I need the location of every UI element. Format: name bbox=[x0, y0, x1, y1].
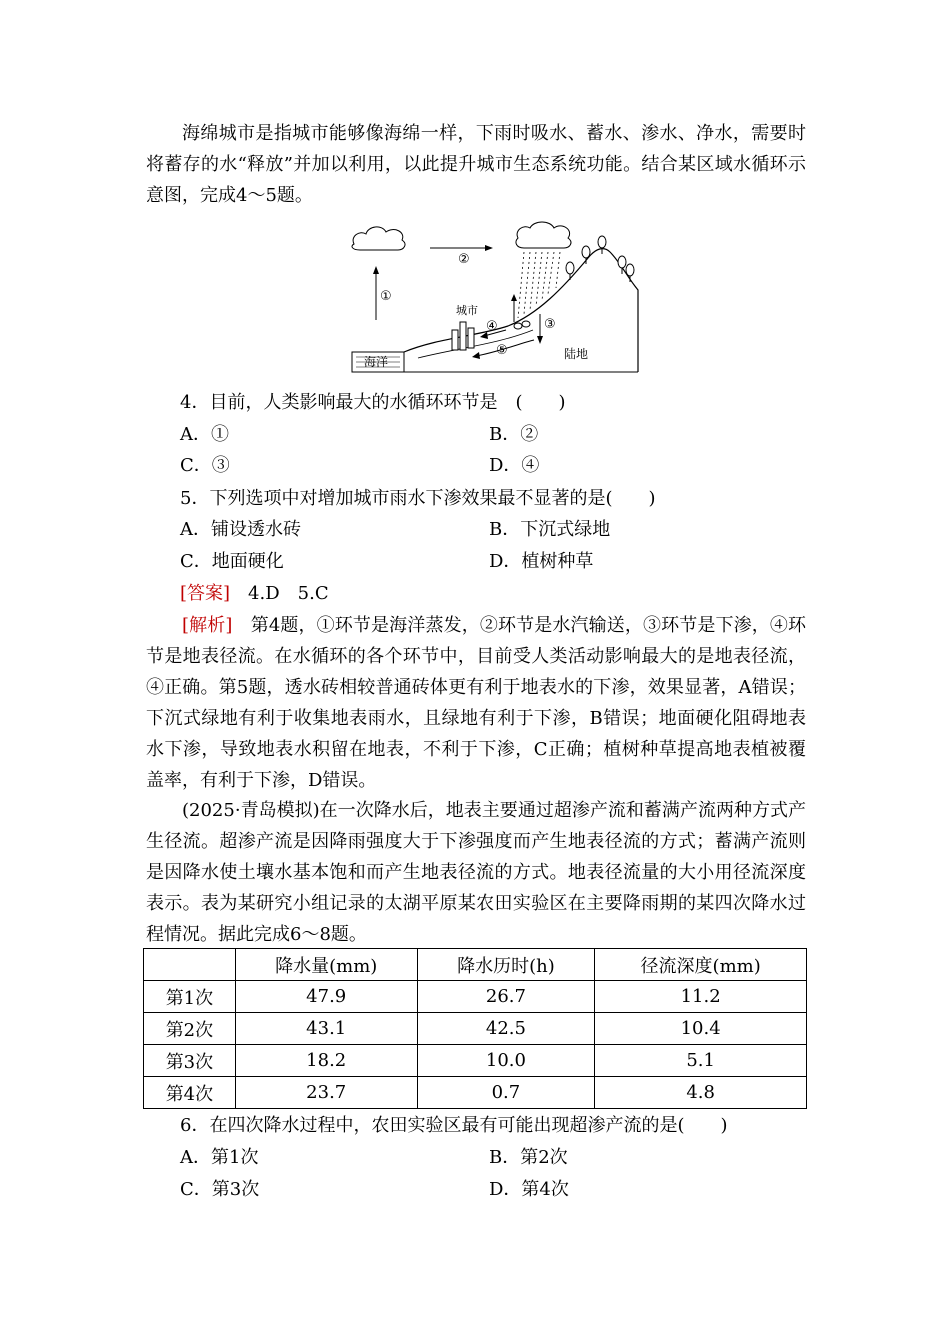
q5-stem: 5．下列选项中对增加城市雨水下渗效果最不显著的是( ) bbox=[180, 488, 656, 509]
table-cell: 4.8 bbox=[595, 1077, 807, 1109]
intro-2-text: 在一次降水后，地表主要通过超渗产流和蓄满产流两种方式产生径流。超渗产流是因降雨强度大于下渗强度而产生地表径流的方式；蓄满产流则是因降水使土壤水基本饱和而产生地表径流的方式。地表径流量的大小用径流深度表示。表为某研究小组记录的太湖平原某农田实验区在主要降雨期的某四次降水过程情况。据此完成6～8题。 bbox=[146, 800, 807, 945]
table-cell: 第3次 bbox=[144, 1045, 236, 1077]
label-2: ② bbox=[458, 252, 470, 267]
label-1: ① bbox=[380, 289, 392, 304]
arrow-vapor-transport-head bbox=[485, 245, 493, 251]
table-cell: 42.5 bbox=[417, 1013, 595, 1045]
city-buildings bbox=[452, 322, 474, 350]
analysis-paragraph bbox=[146, 610, 806, 796]
q6-option-a[interactable]: A．第1次 bbox=[180, 1147, 259, 1168]
table-header-cell: 降水历时(h) bbox=[417, 949, 595, 981]
q6-option-d[interactable]: D．第4次 bbox=[489, 1179, 569, 1200]
table-cell: 5.1 bbox=[595, 1045, 807, 1077]
answer-tag: [答案] bbox=[180, 583, 231, 604]
arrow-evaporation-head bbox=[373, 266, 379, 274]
analysis-tag: [解析] bbox=[182, 615, 233, 636]
table-cell: 11.2 bbox=[595, 981, 807, 1013]
arrow-transpiration-head bbox=[511, 294, 517, 301]
arrow-underground-runoff-head bbox=[472, 352, 480, 359]
q5-option-c[interactable]: C．地面硬化 bbox=[180, 551, 284, 572]
q6-stem: 6．在四次降水过程中，农田实验区最有可能出现超渗产流的是( ) bbox=[180, 1115, 728, 1136]
ocean-cloud bbox=[352, 227, 405, 250]
land-cloud bbox=[516, 222, 571, 248]
q4-stem: 4．目前，人类影响最大的水循环环节是 ( ) bbox=[180, 392, 566, 413]
intro-paragraph-2 bbox=[146, 795, 806, 950]
city-label: 城市 bbox=[456, 304, 478, 317]
intro-paragraph-1: 海绵城市是指城市能够像海绵一样，下雨时吸水、蓄水、渗水、净水，需要时将蓄存的水“释放”并加以利用，以此提升城市生态系统功能。结合某区域水循环示意图，完成4～5题。 bbox=[146, 123, 806, 206]
label-4: ④ bbox=[486, 319, 498, 334]
table-row bbox=[144, 1045, 807, 1077]
table-cell: 第2次 bbox=[144, 1013, 236, 1045]
arrow-infiltration-head bbox=[537, 336, 543, 344]
rainfall-table bbox=[143, 948, 807, 1109]
answer-line bbox=[180, 578, 329, 609]
q4-option-a[interactable]: A．① bbox=[180, 424, 229, 445]
table-header-cell bbox=[144, 949, 236, 981]
answer-text: 4.D 5.C bbox=[248, 583, 329, 604]
source-note: (2025·青岛模拟) bbox=[182, 800, 320, 821]
q5-option-a[interactable]: A．铺设透水砖 bbox=[180, 519, 301, 540]
table-cell: 18.2 bbox=[235, 1045, 417, 1077]
table-header-cell: 径流深度(mm) bbox=[595, 949, 807, 981]
label-3: ③ bbox=[544, 317, 556, 332]
table-cell: 43.1 bbox=[235, 1013, 417, 1045]
trees bbox=[514, 236, 634, 329]
q5-option-b[interactable]: B．下沉式绿地 bbox=[489, 519, 611, 540]
q5-option-d[interactable]: D．植树种草 bbox=[489, 551, 594, 572]
table-cell: 10.0 bbox=[417, 1045, 595, 1077]
land-label: 陆地 bbox=[564, 347, 589, 361]
q4-option-d[interactable]: D．④ bbox=[489, 455, 540, 476]
q4-option-c[interactable]: C．③ bbox=[180, 455, 230, 476]
table-cell: 0.7 bbox=[417, 1077, 595, 1109]
q6-option-b[interactable]: B．第2次 bbox=[489, 1147, 568, 1168]
analysis-text: 第4题，①环节是海洋蒸发，②环节是水汽输送，③环节是下渗，④环节是地表径流。在水循环的各个环节中，目前受人类活动影响最大的是地表径流，④正确。第5题，透水砖相较普通砖体更有利于地表水的下渗，效果显著，A错误；下沉式绿地有利于收集地表雨水，且绿地有利于下渗，B错误；地面硬化阻碍地表水下渗，导致地表水积留在地表，不利于下渗，C正确；植树种草提高地表植被覆盖率，有利于下渗，D错误。 bbox=[146, 615, 807, 791]
q4-option-b[interactable]: B．② bbox=[489, 424, 539, 445]
table-cell: 26.7 bbox=[417, 981, 595, 1013]
table-row bbox=[144, 1077, 807, 1109]
table-cell: 第4次 bbox=[144, 1077, 236, 1109]
table-cell: 第1次 bbox=[144, 981, 236, 1013]
ocean-label: 海洋 bbox=[364, 355, 389, 369]
label-5: ⑤ bbox=[496, 343, 508, 358]
table-cell: 23.7 bbox=[235, 1077, 417, 1109]
q6-option-c[interactable]: C．第3次 bbox=[180, 1179, 260, 1200]
water-cycle-figure bbox=[348, 218, 648, 380]
table-row bbox=[144, 1013, 807, 1045]
table-cell: 47.9 bbox=[235, 981, 417, 1013]
table-row bbox=[144, 981, 807, 1013]
table-header-cell: 降水量(mm) bbox=[235, 949, 417, 981]
table-header-row bbox=[144, 949, 807, 981]
table-cell: 10.4 bbox=[595, 1013, 807, 1045]
